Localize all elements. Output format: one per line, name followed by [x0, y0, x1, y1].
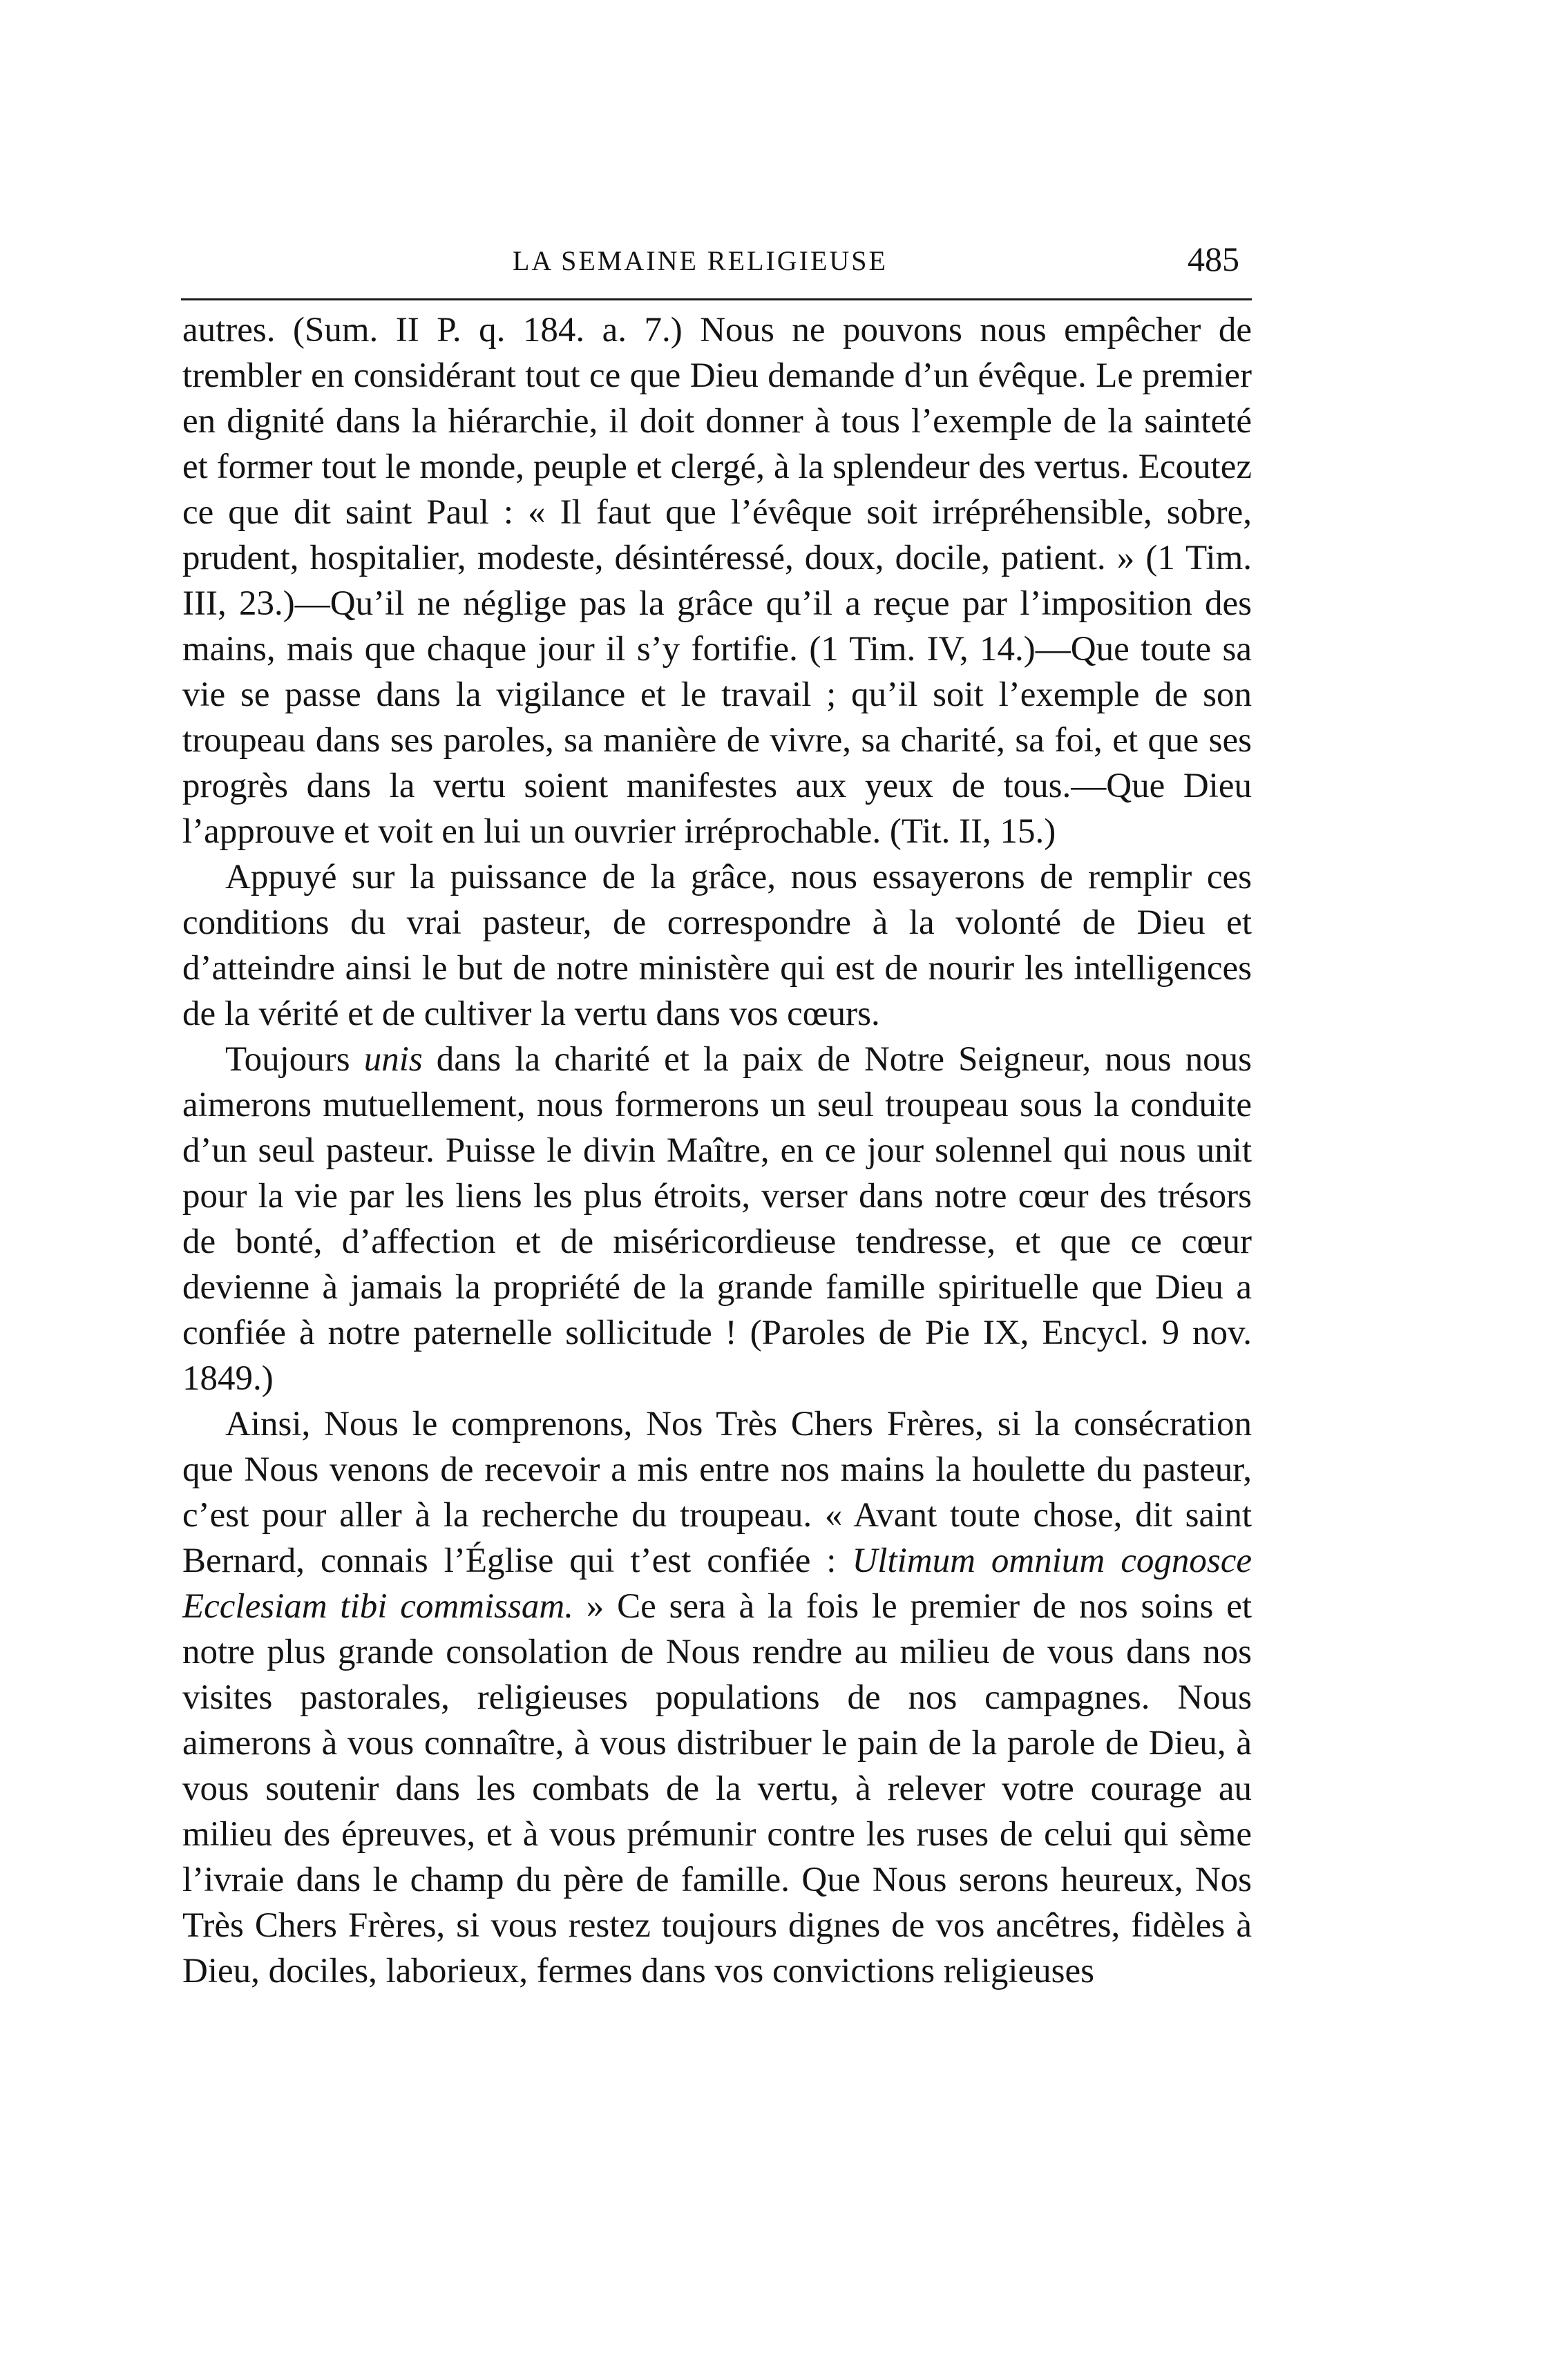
paragraph-text: dans la charité et la paix de Notre Seigneur, nous nous aimerons mutuellement, nous formerons un seul troupeau sous la conduite d’un seul pasteur. Puisse le divin Maître, en ce jour solennel qui nous unit pour la vie par les liens les plus étroits, verser dans notre cœur des trésors de bonté, d’affection et de miséricordieuse tendresse, et que ce cœur devienne à jamais la propriété de la grande famille spirituelle que Dieu a confiée à notre paternelle sollicitude ! (Paroles de Pie IX, Encycl. 9 nov. 1849.)	[182, 1040, 1252, 1398]
paragraph-text: Toujours	[225, 1040, 364, 1079]
paragraph-text: Ainsi, Nous le comprenons, Nos Très Chers Frères, si la consécration que Nous venons de recevoir a mis entre nos mains la houlette du pasteur, c’est pour aller à la recherche du troupeau. « Avant toute chose, dit saint Bernard, connais l’Église qui t’est confiée :	[182, 1405, 1252, 1580]
running-title: LA SEMAINE RELIGIEUSE	[513, 245, 888, 276]
paragraph-2	[182, 854, 1252, 1037]
header-rule	[181, 298, 1252, 300]
page-number: 485	[1188, 240, 1239, 278]
italic-text: Ultimum omnium cognosce Ecclesiam tibi commissam.	[182, 1542, 1252, 1626]
page-header	[185, 239, 1249, 287]
paragraph-text: » Ce sera à la fois le premier de nos soins et notre plus grande consolation de Nous rendre au milieu de vous dans nos visites pastorales, religieuses populations de nos campagnes. Nous aimerons à vous connaître, à vous distribuer le pain de la parole de Dieu, à vous soutenir dans les combats de la vertu, à relever votre courage au milieu des épreuves, et à vous prémunir contre les ruses de celui qui sème l’ivraie dans le champ du père de famille. Que Nous serons heureux, Nos Très Chers Frères, si vous restez toujours dignes de vos ancêtres, fidèles à Dieu, dociles, laborieux, fermes dans vos convictions religieuses	[182, 1587, 1252, 1990]
paragraph-text: Appuyé sur la puissance de la grâce, nous essayerons de remplir ces conditions du vrai pasteur, de correspondre à la volonté de Dieu et d’atteindre ainsi le but de notre ministère qui est de nourir les intelligences de la vérité et de cultiver la vertu dans vos cœurs.	[182, 858, 1252, 1033]
paragraph-text: autres. (Sum. II P. q. 184. a. 7.) Nous ne pouvons nous empêcher de trembler en considérant tout ce que Dieu demande d’un évêque. Le premier en dignité dans la hiérarchie, il doit donner à tous l’exemple de la sainteté et former tout le monde, peuple et clergé, à la splendeur des vertus. Ecoutez ce que dit saint Paul : « Il faut que l’évêque soit irrépréhensible, sobre, prudent, hospitalier, modeste, désintéressé, doux, docile, patient. » (1 Tim. III, 23.)—Qu’il ne néglige pas la grâce qu’il a reçue par l’imposition des mains, mais que chaque jour il s’y fortifie. (1 Tim. IV, 14.)—Que toute sa vie se passe dans la vigilance et le travail ; qu’il soit l’exemple de son troupeau dans ses paroles, sa manière de vivre, sa charité, sa foi, et que ses progrès dans la vertu soient manifestes aux yeux de tous.—Que Dieu l’approuve et voit en lui un ouvrier irréprochable. (Tit. II, 15.)	[182, 311, 1252, 851]
italic-text: unis	[363, 1040, 423, 1079]
paragraph-4	[182, 1401, 1252, 1994]
paragraph-3	[182, 1037, 1252, 1401]
body-text	[182, 307, 1252, 1994]
paragraph-1	[182, 307, 1252, 854]
